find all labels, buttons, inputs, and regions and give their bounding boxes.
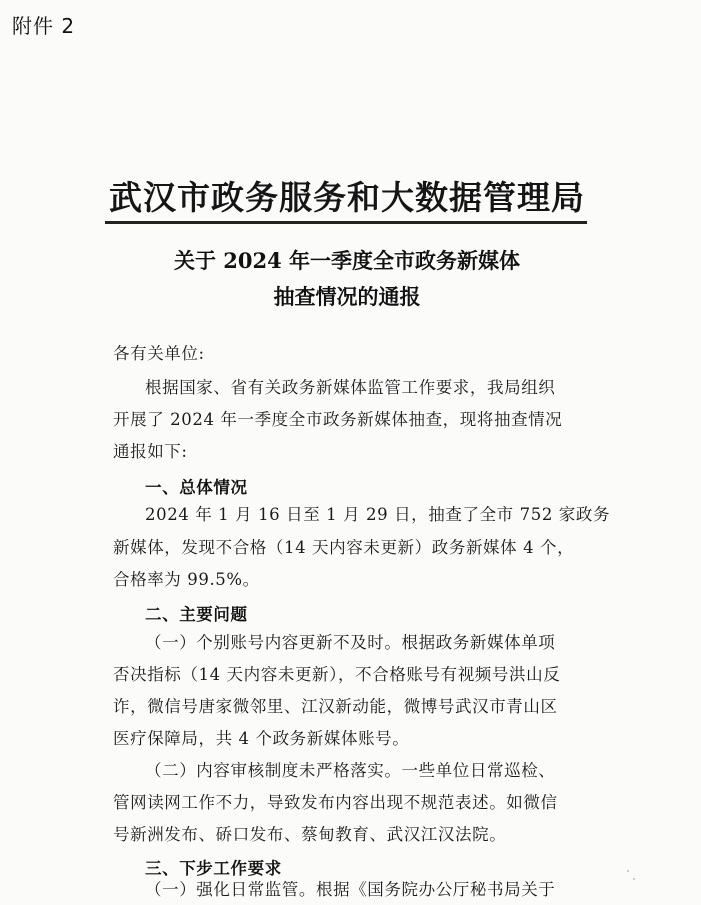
header-divider [105,221,587,224]
section-3-heading: 三、下步工作要求 [145,859,282,878]
section-2-p2-line-1: （二）内容审核制度未严格落实。一些单位日常巡检、 [145,761,556,780]
section-2-p1-line-2: 否决指标（14 天内容未更新），不合格账号有视频号洪山反 [113,665,561,684]
document-title-line-2: 抽查情况的通报 [273,284,421,309]
section-1-line-1: 2024 年 1 月 16 日至 1 月 29 日，抽查了全市 752 家政务 [145,505,611,524]
salutation: 各有关单位: [113,344,205,363]
section-2-p1-line-3: 诈，微信号唐家微邻里、江汉新动能，微博号武汉市青山区 [113,697,558,716]
intro-line-2: 开展了 2024 年一季度全市政务新媒体抽查，现将抽查情况 [113,410,563,429]
organization-header: 武汉市政务服务和大数据管理局 [109,178,585,217]
intro-line-3: 通报如下: [113,442,188,461]
section-3-line-1: （一）强化日常监管。根据《国务院办公厅秘书局关于 [145,880,556,899]
attachment-label: 附件 2 [12,14,76,38]
section-2-p2-line-2: 管网读网工作不力，导致发布内容出现不规范表述。如微信 [113,793,558,812]
section-1-line-2: 新媒体，发现不合格（14 天内容未更新）政务新媒体 4 个， [113,538,575,557]
section-2-p2-line-3: 号新洲发布、硚口发布、蔡甸教育、武汉江汉法院。 [113,825,507,844]
section-2-heading: 二、主要问题 [145,605,248,624]
scan-speck [627,870,629,872]
document-title-line-1: 关于 2024 年一季度全市政务新媒体 [173,248,521,273]
section-1-heading: 一、总体情况 [145,478,248,497]
section-2-p1-line-1: （一）个别账号内容更新不及时。根据政务新媒体单项 [145,633,556,652]
section-2-p1-line-4: 医疗保障局，共 4 个政务新媒体账号。 [113,729,410,748]
scan-speck [633,878,635,880]
intro-line-1: 根据国家、省有关政务新媒体监管工作要求，我局组织 [145,378,556,397]
section-1-line-3: 合格率为 99.5%。 [113,570,260,589]
